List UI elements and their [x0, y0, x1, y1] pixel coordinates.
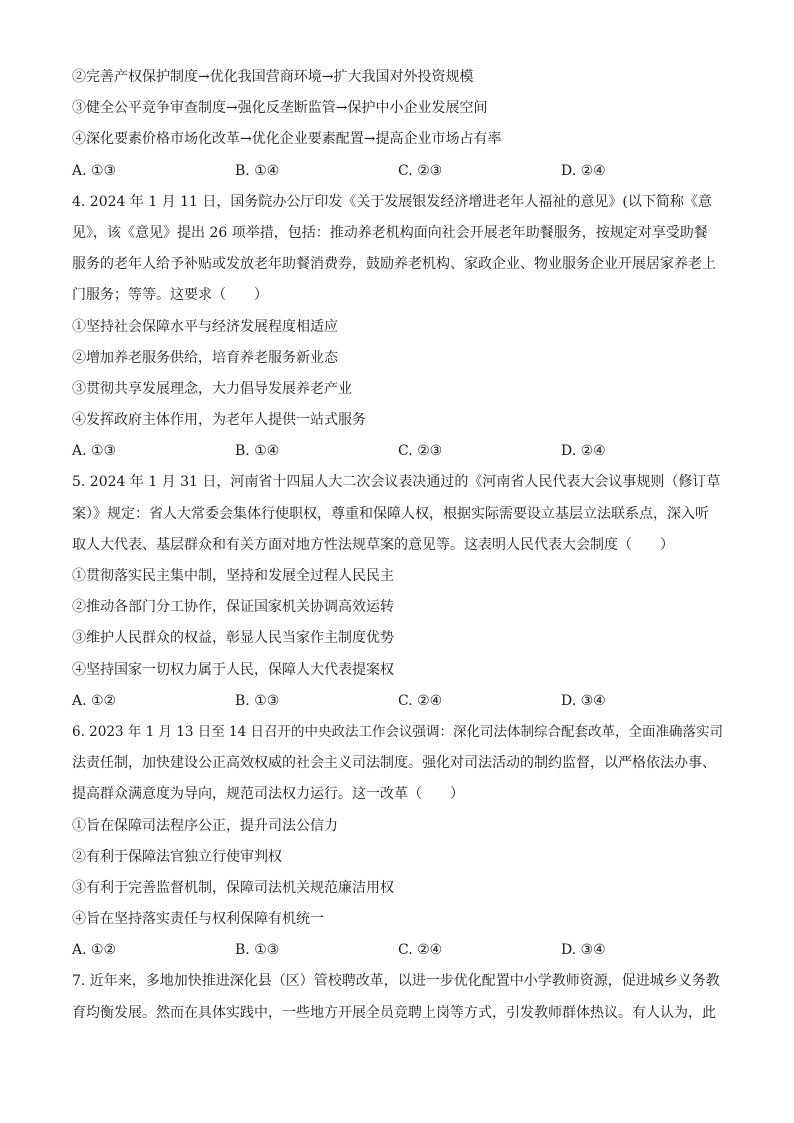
q3-choice-b: B. ①④ — [235, 162, 280, 179]
q6-option-4: ④旨在坚持落实责任与权利保障有机统一 — [72, 911, 324, 928]
q4-stem-line: 门服务；等等。这要求（ ） — [72, 287, 268, 304]
q5-choice-b: B. ①③ — [235, 692, 280, 709]
q5-option-4: ④坚持国家一切权力属于人民，保障人大代表提案权 — [72, 661, 394, 678]
q5-option-1: ①贯彻落实民主集中制，坚持和发展全过程人民民主 — [72, 568, 394, 584]
q5-choice-d: D. ③④ — [561, 692, 606, 709]
q5-option-2: ②推动各部门分工协作，保证国家机关协调高效运转 — [72, 599, 394, 616]
q6-stem-line: 提高群众满意度为导向，规范司法权力运行。这一改革（ ） — [72, 786, 464, 803]
q5-choice-c: C. ②④ — [398, 692, 443, 709]
q5-option-3: ③维护人民群众的权益，彰显人民当家作主制度优势 — [72, 630, 394, 647]
q3-choice-d: D. ②④ — [561, 162, 606, 179]
q3-choice-c: C. ②③ — [398, 162, 443, 179]
q4-option-1: ①坚持社会保障水平与经济发展程度相适应 — [72, 318, 338, 335]
q6-option-3: ③有利于完善监督机制，保障司法机关规范廉洁用权 — [72, 879, 394, 896]
q4-stem-line: 见》，该《意见》提出 26 项举措，包括：推动养老机构面向社会开展老年助餐服务，按规定对享受助餐 — [72, 224, 708, 241]
q6-choice-d: D. ③④ — [561, 942, 606, 959]
q3-choice-a: A. ①③ — [72, 162, 117, 179]
q4-choice-d: D. ②④ — [561, 443, 606, 460]
q5-stem — [72, 467, 724, 561]
q6-choices — [72, 935, 724, 966]
q6-stem-line: 法责任制，加快建设公正高效权威的社会主义司法制度。强化对司法活动的制约监督，以严格依法办事、 — [72, 755, 716, 772]
q6-option-2: ②有利于保障法官独立行使审判权 — [72, 848, 282, 865]
document-page — [72, 62, 724, 1029]
q5-stem-line: 取人大代表、基层群众和有关方面对地方性法规草案的意见等。这表明人民代表大会制度（ ） — [72, 536, 674, 553]
q7-stem-line: 育均衡发展。然而在具体实践中，一些地方开展全员竞聘上岗等方式，引发教师群体热议。有人认为，此 — [72, 1004, 716, 1021]
q6-choice-a: A. ①② — [72, 942, 117, 959]
q4-choice-c: C. ②③ — [398, 443, 443, 460]
q4-option-2: ②增加养老服务供给，培育养老服务新业态 — [72, 349, 338, 366]
q4-choices — [72, 436, 724, 467]
q6-choice-c: C. ②④ — [398, 942, 443, 959]
q6-choice-b: B. ①③ — [235, 942, 280, 959]
q4-option-4: ④发挥政府主体作用，为老年人提供一站式服务 — [72, 412, 366, 429]
q4-choice-a: A. ①③ — [72, 443, 117, 460]
q3-option-3: ③健全公平竞争审查制度→强化反垄断监管→保护中小企业发展空间 — [72, 100, 488, 117]
q6-option-1: ①旨在保障司法程序公正，提升司法公信力 — [72, 817, 338, 834]
q3-choices — [72, 156, 724, 187]
q7-stem — [72, 966, 724, 1028]
q6-stem — [72, 717, 724, 811]
q5-choices — [72, 686, 724, 717]
q4-stem-line: 服务的老年人给予补贴或发放老年助餐消费券，鼓励养老机构、家政企业、物业服务企业开展居家养老上 — [72, 256, 716, 273]
q5-stem-line: 5. 2024 年 1 月 31 日，河南省十四届人大二次会议表决通过的《河南省人民代表大会议事规则（修订草 — [72, 474, 721, 491]
q4-choice-b: B. ①④ — [235, 443, 280, 460]
q4-stem — [72, 187, 724, 312]
q5-stem-line: 案）》规定：省人大常委会集体行使职权，尊重和保障人权，根据实际需要设立基层立法联系点，深入听 — [72, 505, 709, 522]
q3-option-2: ②完善产权保护制度→优化我国营商环境→扩大我国对外投资规模 — [72, 69, 474, 85]
q6-stem-line: 6. 2023 年 1 月 13 日至 14 日召开的中央政法工作会议强调：深化司法体制综合配套改革，全面准确落实司 — [72, 723, 724, 740]
q4-option-3: ③贯彻共享发展理念，大力倡导发展养老产业 — [72, 380, 352, 397]
q3-option-4: ④深化要素价格市场化改革→优化企业要素配置→提高企业市场占有率 — [72, 131, 502, 148]
q4-stem-line: 4. 2024 年 1 月 11 日，国务院办公厅印发《关于发展银发经济增进老年人福祉的意见》(以下简称《意 — [72, 193, 712, 210]
q5-choice-a: A. ①② — [72, 692, 117, 709]
q7-stem-line: 7. 近年来，多地加快推进深化县（区）管校聘改革，以进一步优化配置中小学教师资源，促进城乡义务教 — [72, 973, 720, 990]
